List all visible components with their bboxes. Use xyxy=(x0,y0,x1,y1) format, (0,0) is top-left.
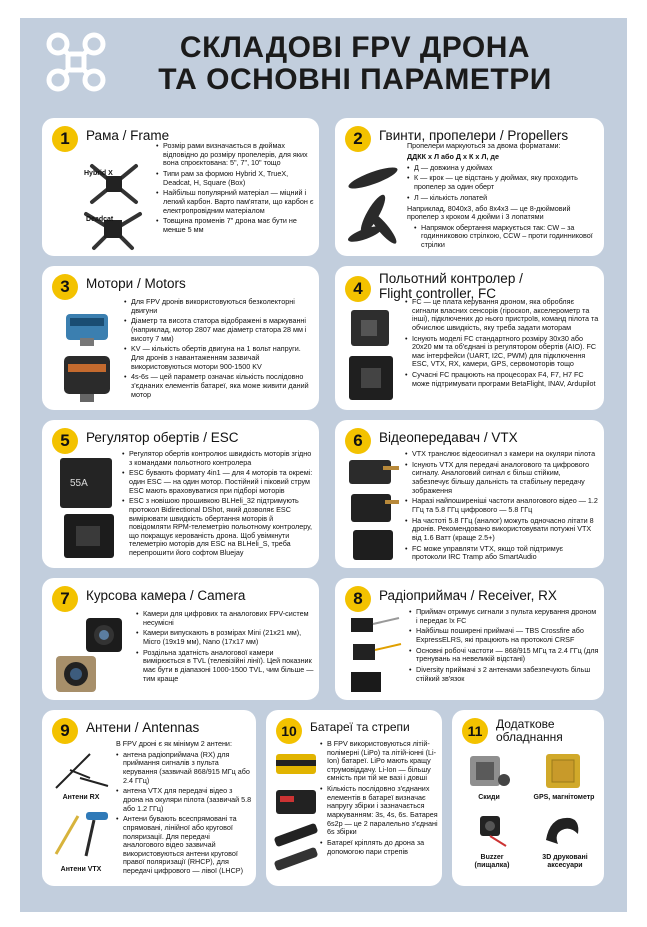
motor-image-blue xyxy=(58,308,116,348)
list-item: • Товщина променів 7" дрона має бути не менше 5 мм xyxy=(156,217,314,234)
list-item: • К — крок — це відстань у дюймах, яку проходить пропелер за один оберт xyxy=(407,174,599,191)
card-propellers xyxy=(335,118,604,256)
card-flight-controller xyxy=(335,266,604,410)
section-title xyxy=(496,718,563,744)
list-item: • ESC бувають формату 4in1 — для 4 моторів та окремі: один ESC — на один мотор. Постійний і піковий струм ESC мають враховуватися при підборі моторів xyxy=(122,469,314,495)
list-item: • Розмір рами визначається в дюймах відповідно до розміру пропелерів, для яких вона спроєктована: 5", 7", 10" тощо xyxy=(156,142,314,168)
propellers-list xyxy=(407,142,599,252)
drone-logo-icon xyxy=(44,30,108,94)
3d-accessories-label xyxy=(530,854,600,870)
section-title: Антени / Antennas xyxy=(86,720,200,735)
card-motors xyxy=(42,266,319,410)
title-line-2: ТА ОСНОВНІ ПАРАМЕТРИ xyxy=(158,63,552,96)
list-item: ДДКК х Л або Д х К х Л, де xyxy=(407,151,499,161)
list-item: • 4s-6s — цей параметр означає кількість послідовно з'єднаних елементів батареї, яка може живити даний мотор xyxy=(124,373,314,399)
list-item: • Найбільш популярний матеріал — міцний і легкий карбон. Варто пам'ятати, що карбон є електропровідним матеріалом xyxy=(156,189,314,215)
fc-list xyxy=(405,298,599,391)
list-item: • Л — кількість лопатей xyxy=(407,194,599,203)
frame-list xyxy=(156,142,314,237)
camera-list xyxy=(136,610,314,685)
section-title: Батареї та стрепи xyxy=(310,720,410,734)
battery-list xyxy=(320,740,438,858)
vtx-list xyxy=(405,450,599,564)
deadcat-label: Deadcat xyxy=(86,216,114,223)
section-title: Рама / Frame xyxy=(86,128,170,143)
list-item: • Існують VTX для передачі аналогового та цифрового сигналу. Аналоговий сигнал є більш стійким, забезпечує більшу дальність та стабільну передачу зображення xyxy=(405,461,599,495)
card-vtx xyxy=(335,420,604,568)
list-item: • Роздільна здатність аналогової камери вимірюється в TVL (телевізійні лінії). Цей показник має бути в діапазоні 1000-1500 TVL, чим більше — тим краще xyxy=(136,649,314,683)
list-item: • ESC з новішою прошивкою BLHeli_32 підтримують протокол Bidirectional DShot, який дозволяє ESC вимірювати швидкість обертання моторів й повідомляти RPM-телеметрію польотному контролеру, що покращує керованість дрона. Щоб увімкнути телеметрію моторів для ESC на BLHeli_S, треба перепрошити його софтом Bluejay xyxy=(122,497,314,557)
list-item: • Кількість послідовно з'єднаних елементів в батареї визначає напругу збірки і зазначається маркуванням: 3s, 4s, 6s. Батарея 6s2p — це 2 паралельно з'єднані 6s збірки xyxy=(320,785,438,837)
card-antennas xyxy=(42,710,256,886)
list-item: • Камери для цифрових та аналогових FPV-систем несумісні xyxy=(136,610,314,627)
buzzer-label xyxy=(462,854,522,870)
svg-text:55A: 55A xyxy=(70,478,88,489)
card-battery xyxy=(266,710,442,886)
list-item: • антена радіоприймача (RX) для приймання сигналів з пульта керування (зазвичай 868/915 МГц або 2.4 ГГц) xyxy=(116,751,252,785)
hybrid-x-frame-image xyxy=(84,160,144,208)
gps-label: GPS, магнітометр xyxy=(533,794,595,801)
vtx-antenna-label: Антени VTX xyxy=(60,866,102,873)
card-frame xyxy=(42,118,319,256)
rx-antenna-image xyxy=(50,748,112,792)
section-number: 5 xyxy=(52,428,78,454)
list-item: • Diversity приймачі з 2 антенами забезпечують більш стійкий зв'язок xyxy=(409,666,599,683)
esc-image xyxy=(56,456,120,560)
list-item: • Приймач отримує сигнали з пульта керування дроном і передає їх FC xyxy=(409,608,599,625)
motor-image-dark xyxy=(58,350,116,406)
receiver-list xyxy=(409,608,599,686)
gps-module-image xyxy=(542,750,584,792)
section-title: Радіоприймач / Receiver, RX xyxy=(379,588,557,603)
list-item: • В FPV використовуються літій-полімерні (LiPo) та літій-іонні (Li-Ion) батареї. LiPo мають кращу струмовіддачу. Li-Ion — більшу ємність при тій же вазі і довші xyxy=(320,740,438,783)
skids-label: Скиди xyxy=(478,794,500,801)
flight-controller-image xyxy=(345,308,399,404)
camera-image xyxy=(52,614,132,696)
3d-label-line-1: 3D друковані xyxy=(542,854,588,861)
card-camera xyxy=(42,578,319,700)
list-item: • Батареї кріплять до дрона за допомогою пари стрепів xyxy=(320,839,438,856)
list-item: • Основні робочі частоти — 868/915 МГц та 2.4 ГГц (для тренувань на невеликій відстані) xyxy=(409,647,599,664)
section-title-line-1: Додаткове xyxy=(496,717,555,731)
buzzer-label-line-2: (пищалка) xyxy=(474,862,510,869)
list-item: • Д — довжина у дюймах xyxy=(407,164,599,173)
list-item: В FPV дроні є як мінімум 2 антени: xyxy=(116,739,232,748)
list-item: • Сучасні FC працюють на процесорах F4, F7, H7 FC може підтримувати програми BetaFlight, INAV, Ardupilot xyxy=(405,371,599,388)
card-extra-equipment xyxy=(452,710,604,886)
list-item: Наприклад, 8040x3, або 8x4x3 — це 8-дюймовий пропелер з кроком 4 дюйми і 3 лопатями xyxy=(407,203,571,222)
section-title: Мотори / Motors xyxy=(86,276,186,291)
list-item: • На частоті 5.8 ГГц (аналог) можуть одночасно літати 8 дронів. Рекомендовано використовувати потужні VTX від 1.6 Ватт (краще 2.5+) xyxy=(405,517,599,543)
list-item: • Камери випускають в розмірах Mini (21x21 мм), Micro (19x19 мм), Nano (17x17 мм) xyxy=(136,629,314,646)
section-title-line-2: обладнання xyxy=(496,730,563,744)
esc-list xyxy=(122,450,314,560)
receiver-image xyxy=(347,614,405,696)
title-line-1: СКЛАДОВІ FPV ДРОНА xyxy=(179,31,531,64)
section-title: Регулятор обертів / ESC xyxy=(86,430,239,445)
header xyxy=(20,18,627,108)
list-item: • FC — це плата керування дроном, яка обробляє сигнали власних сенсорів (гіроскоп, акселерометр та інші), підключених до нього пристроїв, команд пілота та обчислює швидкість, яку треба задати моторам xyxy=(405,298,599,332)
vtx-image xyxy=(345,456,403,564)
list-item: • Типи рам за формою Hybrid X, TrueX, Deadcat, H, Square (Box) xyxy=(156,170,314,187)
skids-image xyxy=(466,750,512,792)
section-number: 10 xyxy=(276,718,302,744)
section-number: 1 xyxy=(52,126,78,152)
list-item: • VTX транслює відеосигнал з камери на окуляри пілота xyxy=(405,450,599,459)
section-title: Гвинти, пропелери / Propellers xyxy=(379,128,569,143)
section-number: 2 xyxy=(345,126,371,152)
list-item: • FC може управляти VTX, якщо той підтримує протоколи IRC Tramp або SmartAudio xyxy=(405,545,599,562)
section-number: 7 xyxy=(52,586,78,612)
deadcat-frame-image xyxy=(82,206,144,252)
buzzer-label-line-1: Buzzer xyxy=(480,854,504,861)
list-item: • Для FPV дронів використовуються безколекторні двигуни xyxy=(124,298,314,315)
section-number: 4 xyxy=(345,276,371,302)
section-number: 11 xyxy=(462,718,488,744)
section-number: 9 xyxy=(52,718,78,744)
section-number: 6 xyxy=(345,428,371,454)
list-item: Пропелери маркуються за двома форматами: xyxy=(407,141,561,150)
section-title: Відеопередавач / VTX xyxy=(379,430,518,445)
list-item: • Наразі найпоширеніші частоти аналогового відео — 1.2 ГГц та 5.8 ГГц цифрового — 5.8 ГГц xyxy=(405,497,599,514)
propellers-image xyxy=(343,158,405,252)
3d-printed-accessories-image xyxy=(540,810,584,850)
hybrid-x-label: Hybrid X xyxy=(84,170,113,177)
motors-list xyxy=(124,298,314,401)
section-title-line-2: Flight controller, FC xyxy=(379,286,497,301)
antennas-list xyxy=(116,740,252,878)
card-receiver xyxy=(335,578,604,700)
3d-label-line-2: аксесуари xyxy=(547,862,583,869)
rx-antenna-label: Антени RX xyxy=(62,794,100,801)
vtx-antenna-image xyxy=(50,806,114,860)
battery-image xyxy=(272,750,320,880)
list-item: • Регулятор обертів контролює швидкість моторів згідно з командами польотного контролера xyxy=(122,450,314,467)
list-item: • Існують моделі FC стандартного розміру 30x30 або 20x20 мм та об'єднані із регулятором обертів (AIO). FC має інтерфейси (UART, I2C, PWM) для підключення ESC, VTX, RX, камери, GPS, сервомоторів тощо xyxy=(405,335,599,369)
list-item: • Антени бувають всеспрямовані та спрямовані, лінійної або кругової поляризації. Для передачі аналогового відео зазвичай використовуються антени кругової правої поляризації (RHCP), для передачі цифрового — лівої (LHCP) xyxy=(116,815,252,875)
list-item: • антена VTX для передачі відео з дрона на окуляри пілота (зазвичай 5.8 або 1.2 ГГц) xyxy=(116,787,252,813)
section-title: Курсова камера / Camera xyxy=(86,588,246,603)
section-number: 8 xyxy=(345,586,371,612)
list-item: • Найбільш поширені приймачі — TBS Crossfire або ExpressELRS, які працюють на протоколі CRSF xyxy=(409,627,599,644)
card-esc xyxy=(42,420,319,568)
section-title-line-1: Польотний контролер / xyxy=(379,271,523,286)
page-title xyxy=(120,32,590,96)
section-number: 3 xyxy=(52,274,78,300)
list-item: • KV — кількість обертів двигуна на 1 вольт напруги. Для дронів з навантаженням зазвичай використовуються мотори 900-1500 KV xyxy=(124,345,314,371)
list-item: • Напрямок обертання маркується так: CW – за годинниковою стрілкою, CCW – проти годинникової стрілки xyxy=(407,224,599,250)
buzzer-image xyxy=(472,810,512,850)
list-item: • Діаметр та висота статора відображені в маркуванні (наприклад, мотор 2807 має діаметр статора 28 мм і висоту 7 мм) xyxy=(124,317,314,343)
